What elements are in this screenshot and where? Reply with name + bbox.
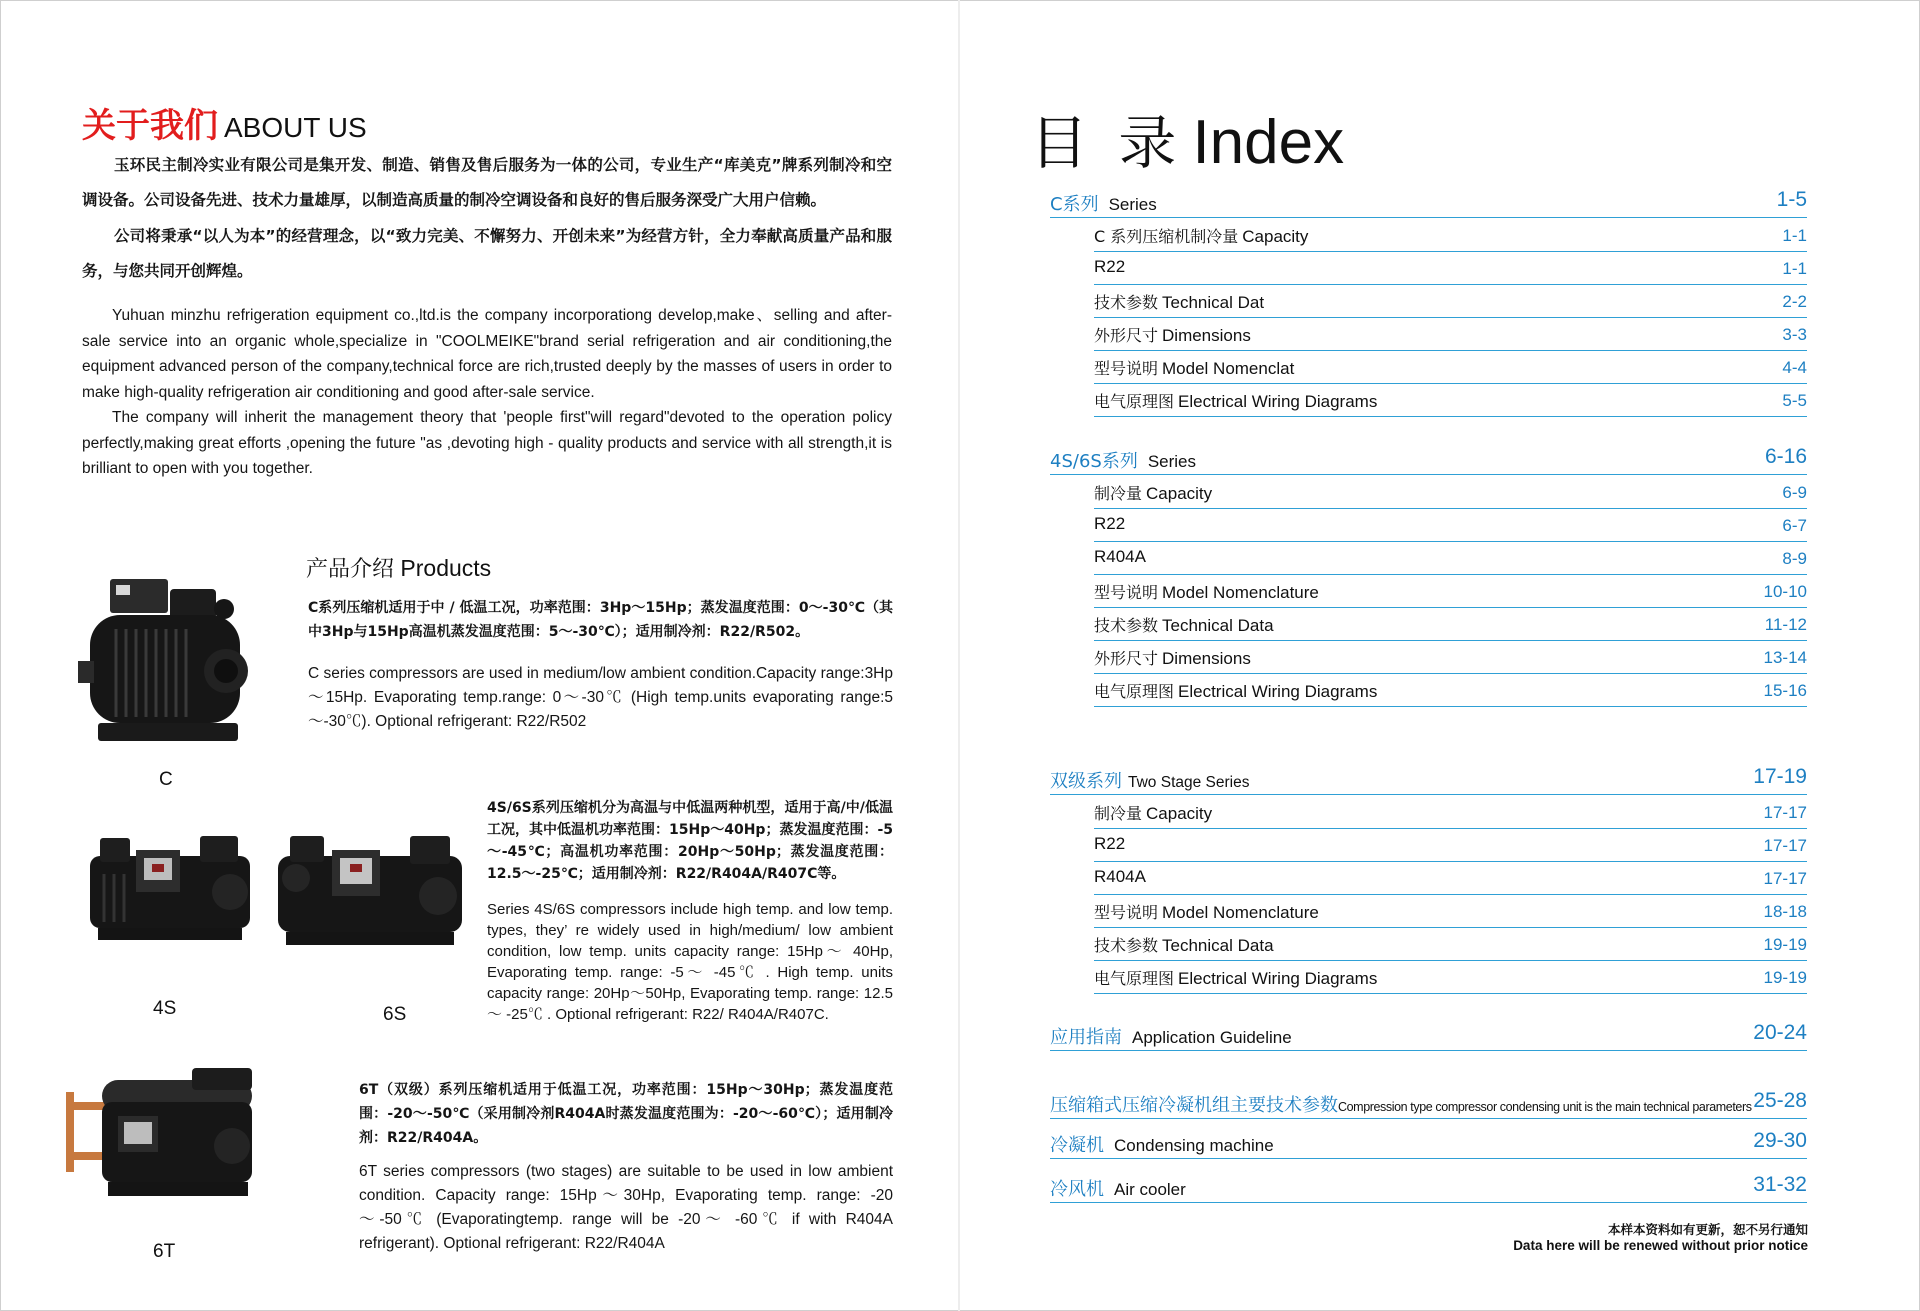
index-item[interactable]	[1094, 646, 1807, 670]
index-item-label	[1094, 514, 1125, 534]
index-item-en: Capacity	[1242, 227, 1309, 246]
index-section-rule	[1050, 1202, 1807, 1203]
index-item-label	[1094, 389, 1377, 412]
index-section-cn: 压缩箱式压缩冷凝机组主要技术参数	[1050, 1095, 1338, 1116]
c-compressor-image	[76, 575, 256, 755]
index-item-cn: 型号说明	[1094, 903, 1159, 922]
index-item-en: Dimensions	[1162, 326, 1251, 345]
index-item-label	[1094, 580, 1319, 603]
index-item[interactable]	[1094, 514, 1807, 538]
index-item-en: Capacity	[1146, 804, 1213, 823]
about-heading	[82, 98, 367, 147]
index-section-rule	[1050, 1118, 1807, 1119]
index-item-en: Capacity	[1146, 484, 1213, 503]
index-item-pages: 19-19	[1763, 935, 1807, 954]
update-notice-en: Data here will be renewed without prior notice	[1513, 1238, 1808, 1253]
index-item-rule	[1094, 861, 1807, 862]
index-item-rule	[1094, 993, 1807, 994]
index-item-en: R404A	[1094, 867, 1146, 886]
index-section-pages: 25-28	[1753, 1089, 1807, 1112]
index-item-label	[1094, 646, 1251, 669]
index-item[interactable]	[1094, 481, 1807, 505]
index-section-cn: 4S/6S系列	[1050, 451, 1138, 472]
index-item[interactable]	[1094, 547, 1807, 571]
6t-compressor-image	[62, 1062, 262, 1212]
c-description	[308, 596, 893, 734]
index-item[interactable]	[1094, 900, 1807, 924]
index-item-cn: 外形尺寸	[1094, 326, 1159, 345]
index-item[interactable]	[1094, 580, 1807, 604]
index-item-cn: 制冷量	[1094, 484, 1143, 503]
index-section-en: Application Guideline	[1132, 1028, 1292, 1047]
about-title-en: ABOUT US	[224, 112, 367, 143]
about-en-paragraph-2: The company will inherit the management theory that 'people first"will regard"devoted to the operation policy perfectly,making great efforts ,opening the future "as ,devoting high - quality products and service with all strength,it is brilliant to open with you together.	[82, 409, 892, 477]
6t-label: 6T	[153, 1241, 176, 1262]
c-label: C	[159, 769, 173, 790]
4s-6s-description	[487, 797, 893, 1025]
index-section-7[interactable]	[1050, 1175, 1807, 1199]
index-item-label	[1094, 323, 1251, 346]
index-item-pages: 17-17	[1763, 836, 1807, 855]
index-item-rule	[1094, 607, 1807, 608]
index-item[interactable]	[1094, 290, 1807, 314]
index-item-en: Dimensions	[1162, 649, 1251, 668]
index-item-rule	[1094, 508, 1807, 509]
index-item-label	[1094, 257, 1125, 277]
index-section-en: Condensing machine	[1114, 1136, 1274, 1155]
index-item-rule	[1094, 541, 1807, 542]
index-section-label	[1050, 1027, 1292, 1048]
index-item-rule	[1094, 317, 1807, 318]
index-item-rule	[1094, 828, 1807, 829]
index-item-label	[1094, 834, 1125, 854]
index-item-pages: 18-18	[1763, 902, 1807, 921]
index-section-6[interactable]	[1050, 1131, 1807, 1155]
index-item-rule	[1094, 350, 1807, 351]
index-section-en: Series	[1108, 195, 1157, 214]
index-item[interactable]	[1094, 257, 1807, 281]
index-item-en: Model Nomenclature	[1162, 583, 1319, 602]
index-item[interactable]	[1094, 356, 1807, 380]
index-item-rule	[1094, 416, 1807, 417]
index-section-cn: 应用指南	[1050, 1027, 1122, 1048]
4s-compressor-image	[80, 830, 260, 950]
6s-label: 6S	[383, 1004, 407, 1025]
index-item[interactable]	[1094, 867, 1807, 891]
index-item-pages: 4-4	[1782, 358, 1807, 377]
index-item-rule	[1094, 284, 1807, 285]
about-cn-paragraph-1: 玉环民主制冷实业有限公司是集开发、制造、销售及售后服务为一体的公司，专业生产“库美克”牌系列制冷和空调设备。公司设备先进、技术力量雄厚，以制造高质量的制冷空调设备和良好的售后服务深受广大用户信赖。	[82, 156, 892, 209]
index-section-1[interactable]	[1050, 190, 1807, 214]
index-item-label	[1094, 481, 1212, 504]
index-item-pages: 17-17	[1763, 803, 1807, 822]
index-item[interactable]	[1094, 224, 1807, 248]
index-item-label	[1094, 679, 1377, 702]
index-item-pages: 2-2	[1782, 292, 1807, 311]
index-section-cn: 双级系列	[1050, 771, 1122, 792]
index-item-rule	[1094, 927, 1807, 928]
index-item-pages: 19-19	[1763, 968, 1807, 987]
index-section-2[interactable]	[1050, 447, 1807, 471]
index-item-label	[1094, 900, 1319, 923]
index-item-pages: 17-17	[1763, 869, 1807, 888]
index-item-cn: C 系列压缩机制冷量	[1094, 227, 1239, 246]
index-item-en: Model Nomenclat	[1162, 359, 1295, 378]
products-heading	[306, 552, 491, 583]
6t-description-cn: 6T（双级）系列压缩机适用于低温工况，功率范围：15Hp～30Hp；蒸发温度范围：-20～-50℃（采用制冷剂R404A时蒸发温度范围为：-20～-60℃）；适用制冷剂：R22/R404A。	[359, 1082, 893, 1146]
index-item-pages: 1-1	[1782, 226, 1807, 245]
index-item-en: Electrical Wiring Diagrams	[1178, 682, 1378, 701]
index-item-label	[1094, 290, 1264, 313]
index-item-label	[1094, 547, 1146, 567]
index-item[interactable]	[1094, 801, 1807, 825]
index-section-label	[1050, 451, 1197, 472]
index-section-cn: 冷风机	[1050, 1179, 1104, 1200]
index-section-rule	[1050, 1158, 1807, 1159]
index-item[interactable]	[1094, 389, 1807, 413]
index-item-rule	[1094, 251, 1807, 252]
index-section-pages: 20-24	[1753, 1021, 1807, 1044]
index-section-rule	[1050, 1050, 1807, 1051]
index-item-cn: 技术参数	[1094, 293, 1159, 312]
index-section-3[interactable]	[1050, 767, 1807, 791]
index-item[interactable]	[1094, 323, 1807, 347]
index-item[interactable]	[1094, 834, 1807, 858]
products-title-en: Products	[400, 555, 492, 581]
index-section-en: Compression type compressor condensing unit is the main technical parameters	[1338, 1100, 1752, 1114]
c-description-en: C series compressors are used in medium/low ambient condition.Capacity range:3Hp～15Hp. Evaporating temp.range: 0～-30℃ (High temp.units evaporating range:5～-30℃). Optional refrigerant: R22/R502	[308, 665, 893, 730]
index-item-en: R22	[1094, 834, 1126, 853]
index-section-pages: 1-5	[1776, 188, 1807, 211]
index-title-cn: 目 录	[1030, 109, 1183, 177]
update-notice-cn: 本样本资料如有更新，恕不另行通知	[1607, 1222, 1808, 1237]
4s-6s-description-en: Series 4S/6S compressors include high temp. and low temp. types, they’ re widely used in high/medium/ low ambient condition, low temp. units capacity range: 15Hp～ 40Hp, Evaporating temp. range: -5～ -45℃ . High temp. units capacity range: 20Hp～50Hp, Evaporating temp. range: 12.5～ -25℃ . Optional refrigerant: R22/ R404A/R407C.	[487, 901, 893, 1023]
index-item-cn: 电气原理图	[1094, 969, 1175, 988]
index-item-cn: 电气原理图	[1094, 682, 1175, 701]
index-item-pages: 5-5	[1782, 391, 1807, 410]
index-item-rule	[1094, 383, 1807, 384]
index-heading	[1030, 96, 1344, 180]
index-item-en: Technical Data	[1162, 616, 1274, 635]
index-section-pages: 17-19	[1753, 765, 1807, 788]
index-item-cn: 外形尺寸	[1094, 649, 1159, 668]
index-section-label	[1050, 194, 1157, 215]
6t-description-en: 6T series compressors (two stages) are suitable to be used in low ambient condition. Capacity range: 15Hp～30Hp, Evaporating temp. range: -20～-50℃ (Evaporatingtemp. range will be -20～ -60℃ if with R404A refrigerant). Optional refrigerant: R22/R404A	[359, 1163, 893, 1252]
index-item-en: Technical Data	[1162, 936, 1274, 955]
c-description-cn: C系列压缩机适用于中 / 低温工况，功率范围：3Hp～15Hp；蒸发温度范围：0～-30℃（其中3Hp与15Hp高温机蒸发温度范围：5～-30℃）；适用制冷剂：R22/R502。	[308, 600, 893, 640]
index-item-rule	[1094, 960, 1807, 961]
index-item-label	[1094, 867, 1146, 887]
index-section-rule	[1050, 794, 1807, 795]
6t-description	[359, 1078, 893, 1256]
index-item-en: Technical Dat	[1162, 293, 1265, 312]
index-item-rule	[1094, 574, 1807, 575]
index-item-pages: 6-9	[1782, 483, 1807, 502]
about-title-cn: 关于我们	[82, 106, 218, 146]
index-section-rule	[1050, 217, 1807, 218]
index-item-en: Electrical Wiring Diagrams	[1178, 969, 1378, 988]
index-section-cn: C系列	[1050, 194, 1099, 215]
index-section-5[interactable]	[1050, 1091, 1807, 1115]
index-item-label	[1094, 224, 1308, 247]
index-item-en: Electrical Wiring Diagrams	[1178, 392, 1378, 411]
index-section-4[interactable]	[1050, 1023, 1807, 1047]
index-section-rule	[1050, 474, 1807, 475]
index-item-cn: 电气原理图	[1094, 392, 1175, 411]
index-item[interactable]	[1094, 679, 1807, 703]
index-item-cn: 型号说明	[1094, 359, 1159, 378]
index-item-pages: 10-10	[1763, 582, 1807, 601]
index-item-pages: 1-1	[1782, 259, 1807, 278]
index-item[interactable]	[1094, 613, 1807, 637]
index-item-rule	[1094, 673, 1807, 674]
4s-6s-description-cn: 4S/6S系列压缩机分为高温与中低温两种机型，适用于高/中/低温工况，其中低温机功率范围：15Hp～40Hp；蒸发温度范围：-5～-45℃；高温机功率范围：20Hp～50Hp；蒸发温度范围：12.5～-25℃；适用制冷剂：R22/R404A/R407C等。	[487, 800, 893, 882]
index-item-pages: 6-7	[1782, 516, 1807, 535]
index-section-pages: 29-30	[1753, 1129, 1807, 1152]
index-section-label	[1050, 1179, 1186, 1200]
index-item-label	[1094, 933, 1274, 956]
about-en-paragraph-1: Yuhuan minzhu refrigeration equipment co.,ltd.is the company incorporationg develop,make、selling and after-sale service into an organic whole,specialize in "COOLMEIKE"brand serial refrigeration and air conditioning,the equipment advanced person of the company,technical force are rich,trusted deeply by the masses of users in order to make high-quality refrigeration air conditioning and good after-sale service.	[82, 307, 892, 401]
index-section-pages: 31-32	[1753, 1173, 1807, 1196]
index-section-label	[1050, 1135, 1274, 1156]
index-item-label	[1094, 801, 1212, 824]
4s-label: 4S	[153, 998, 177, 1019]
index-item-pages: 11-12	[1764, 615, 1807, 634]
index-item-cn: 技术参数	[1094, 936, 1159, 955]
6s-compressor-image	[270, 830, 470, 955]
index-item-en: R22	[1094, 514, 1126, 533]
index-section-en: Air cooler	[1114, 1180, 1186, 1199]
index-section-en: Two Stage Series	[1128, 774, 1250, 791]
index-section-label	[1050, 771, 1250, 792]
index-item-pages: 13-14	[1763, 648, 1807, 667]
index-item-pages: 3-3	[1782, 325, 1807, 344]
products-title-cn: 产品介绍	[306, 557, 395, 582]
about-cn-paragraph-2: 公司将秉承“以人为本”的经营理念，以“致力完美、不懈努力、开创未来”为经营方针，全力奉献高质量产品和服务，与您共同开创辉煌。	[82, 227, 892, 280]
index-item-en: Model Nomenclature	[1162, 903, 1319, 922]
index-title-en: Index	[1192, 108, 1345, 177]
index-item-label	[1094, 356, 1294, 379]
index-section-cn: 冷凝机	[1050, 1135, 1104, 1156]
index-item-en: R404A	[1094, 547, 1146, 566]
index-item-rule	[1094, 894, 1807, 895]
index-item-cn: 制冷量	[1094, 804, 1143, 823]
index-item-rule	[1094, 640, 1807, 641]
index-item-cn: 技术参数	[1094, 616, 1159, 635]
index-item-rule	[1094, 706, 1807, 707]
update-notice	[1513, 1222, 1808, 1254]
index-item[interactable]	[1094, 966, 1807, 990]
index-item-label	[1094, 966, 1377, 989]
index-item-cn: 型号说明	[1094, 583, 1159, 602]
index-item-pages: 15-16	[1763, 681, 1807, 700]
about-body	[82, 148, 892, 482]
index-section-en: Series	[1147, 452, 1197, 471]
index-item[interactable]	[1094, 933, 1807, 957]
index-section-label	[1050, 1095, 1752, 1116]
index-item-pages: 8-9	[1782, 549, 1807, 568]
index-section-pages: 6-16	[1764, 445, 1807, 468]
page-spine	[958, 0, 960, 1311]
index-item-label	[1094, 613, 1274, 636]
index-item-en: R22	[1094, 257, 1126, 276]
